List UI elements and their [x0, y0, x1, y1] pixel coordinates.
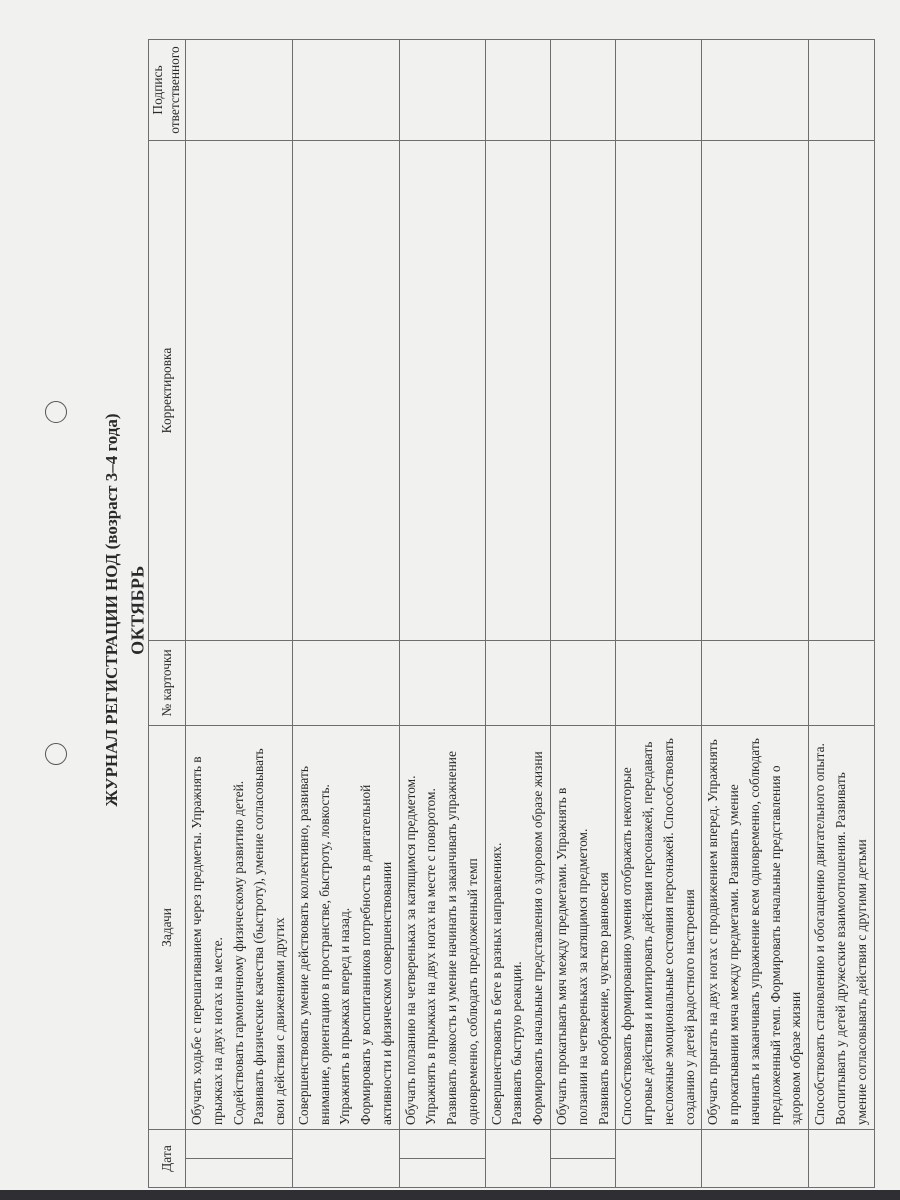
task-text: Совершенствовать умение действовать коллективно, развивать внимание, ориентацию в пространстве, быстроту, ловкость.	[295, 766, 332, 1125]
task-text: Развивать воображение, чувство равновесия	[595, 872, 611, 1125]
date-subcell[interactable]	[702, 1130, 808, 1187]
table-row	[485, 40, 550, 1188]
date-subcell[interactable]	[809, 1130, 873, 1187]
table-row	[292, 40, 399, 1188]
task-text: Формировать начальные представления о здоровом образе жизни	[530, 751, 546, 1125]
date-cell[interactable]	[616, 1130, 702, 1188]
binder-hole-icon	[45, 743, 67, 765]
tasks-cell	[809, 726, 874, 1130]
task-text: Обучать прыгать на двух ногах с продвижением вперед. Упражнять в прокатывании мяча между предметами. Развивать умение начинать и заканчивать упражнение всем одновременно, соблюдать предложенный темп. Формировать начальные представления о здоровом образе жизни	[705, 738, 804, 1125]
tasks-cell	[551, 726, 616, 1130]
date-subcell[interactable]	[186, 1130, 292, 1158]
task-text: Формировать у воспитанников потребность в двигательной активности и физическом совершенствовании	[358, 784, 394, 1125]
correction-cell[interactable]	[485, 141, 550, 641]
task-text: Содействовать гармоничному физическому развитию детей. Развивать физические качества (быстроту), умение согласовывать свои действия с движениями других	[230, 748, 288, 1125]
correction-cell[interactable]	[616, 141, 702, 641]
column-header-card-number: № карточки	[149, 641, 186, 726]
task-text: Совершенствовать в беге в разных направлениях.	[488, 842, 504, 1125]
correction-cell[interactable]	[809, 141, 874, 641]
date-subcell[interactable]	[486, 1130, 550, 1187]
signature-cell[interactable]	[616, 40, 702, 141]
date-cell[interactable]	[186, 1130, 293, 1188]
task-text: Воспитывать у детей дружеские взаимоотношения. Развивать умение согласовывать действия с другими детьми	[832, 772, 869, 1125]
correction-cell[interactable]	[399, 141, 485, 641]
date-subcell[interactable]	[551, 1130, 615, 1158]
journal-table	[148, 39, 875, 1188]
binder-hole-icon	[45, 401, 67, 423]
tasks-cell	[292, 726, 399, 1130]
correction-cell[interactable]	[551, 141, 616, 641]
column-header-date: Дата	[149, 1130, 186, 1188]
signature-cell[interactable]	[809, 40, 874, 141]
tasks-cell	[186, 726, 293, 1130]
card-number-cell[interactable]	[399, 641, 485, 726]
table-header-row	[149, 40, 186, 1188]
tasks-cell	[702, 726, 809, 1130]
correction-cell[interactable]	[702, 141, 809, 641]
date-cell[interactable]	[702, 1130, 809, 1188]
tasks-cell	[485, 726, 550, 1130]
document-title: ЖУРНАЛ РЕГИСТРАЦИИ НОД (возраст 3–4 года)	[102, 413, 121, 807]
tasks-cell	[399, 726, 485, 1130]
signature-cell[interactable]	[399, 40, 485, 141]
card-number-cell[interactable]	[186, 641, 293, 726]
date-subcell[interactable]	[400, 1158, 485, 1187]
signature-cell[interactable]	[186, 40, 293, 141]
card-number-cell[interactable]	[702, 641, 809, 726]
month-title: ОКТЯБРЬ	[127, 565, 148, 655]
card-number-cell[interactable]	[616, 641, 702, 726]
task-text: Упражнять в прыжках вперед и назад.	[337, 907, 353, 1125]
column-header-correction: Корректировка	[149, 141, 186, 641]
table-row	[399, 40, 485, 1188]
date-cell[interactable]	[485, 1130, 550, 1188]
card-number-cell[interactable]	[551, 641, 616, 726]
task-text: Способствовать формированию умения отображать некоторые игровые действия и имитировать действия персонажей, передавать несложные эмоциональные состояния персонажей. Способствовать созданию у детей радостного настроения	[619, 738, 697, 1125]
table-row	[702, 40, 809, 1188]
date-subcell[interactable]	[293, 1130, 399, 1187]
signature-cell[interactable]	[292, 40, 399, 141]
table-row	[186, 40, 293, 1188]
date-cell[interactable]	[399, 1130, 485, 1188]
date-subcell[interactable]	[400, 1130, 485, 1158]
card-number-cell[interactable]	[809, 641, 874, 726]
date-subcell[interactable]	[616, 1130, 701, 1187]
column-header-signature: Подпись ответственного	[149, 40, 186, 141]
task-text: Развивать ловкость и умение начинать и заканчивать упражнение одновременно, соблюдать предложенный темп	[444, 751, 480, 1125]
signature-cell[interactable]	[551, 40, 616, 141]
signature-cell[interactable]	[702, 40, 809, 141]
date-cell[interactable]	[292, 1130, 399, 1188]
date-subcell[interactable]	[186, 1158, 292, 1187]
page-bottom-edge	[0, 1190, 900, 1200]
column-header-tasks: Задачи	[149, 726, 186, 1130]
card-number-cell[interactable]	[485, 641, 550, 726]
date-subcell[interactable]	[551, 1158, 615, 1187]
task-text: Обучать прокатывать мяч между предметами. Упражнять в ползании на четвереньках за катящимся предметом.	[554, 787, 590, 1125]
table-row	[551, 40, 616, 1188]
task-text: Обучать ходьбе с перешагиванием через предметы. Упражнять в прыжках на двух ногах на месте.	[189, 756, 225, 1125]
table-row	[616, 40, 702, 1188]
correction-cell[interactable]	[292, 141, 399, 641]
signature-cell[interactable]	[485, 40, 550, 141]
correction-cell[interactable]	[186, 141, 293, 641]
task-text: Обучать ползанию на четвереньках за катящимся предметом. Упражнять в прыжках на двух ногах на месте с поворотом.	[402, 775, 439, 1125]
date-cell[interactable]	[551, 1130, 616, 1188]
tasks-cell	[616, 726, 702, 1130]
journal-page	[148, 40, 869, 1188]
date-cell[interactable]	[809, 1130, 874, 1188]
table-row	[809, 40, 874, 1188]
card-number-cell[interactable]	[292, 641, 399, 726]
journal-rows	[186, 40, 875, 1188]
task-text: Развивать быструю реакции.	[509, 961, 525, 1125]
task-text: Способствовать становлению и обогащению двигательного опыта.	[812, 743, 828, 1125]
